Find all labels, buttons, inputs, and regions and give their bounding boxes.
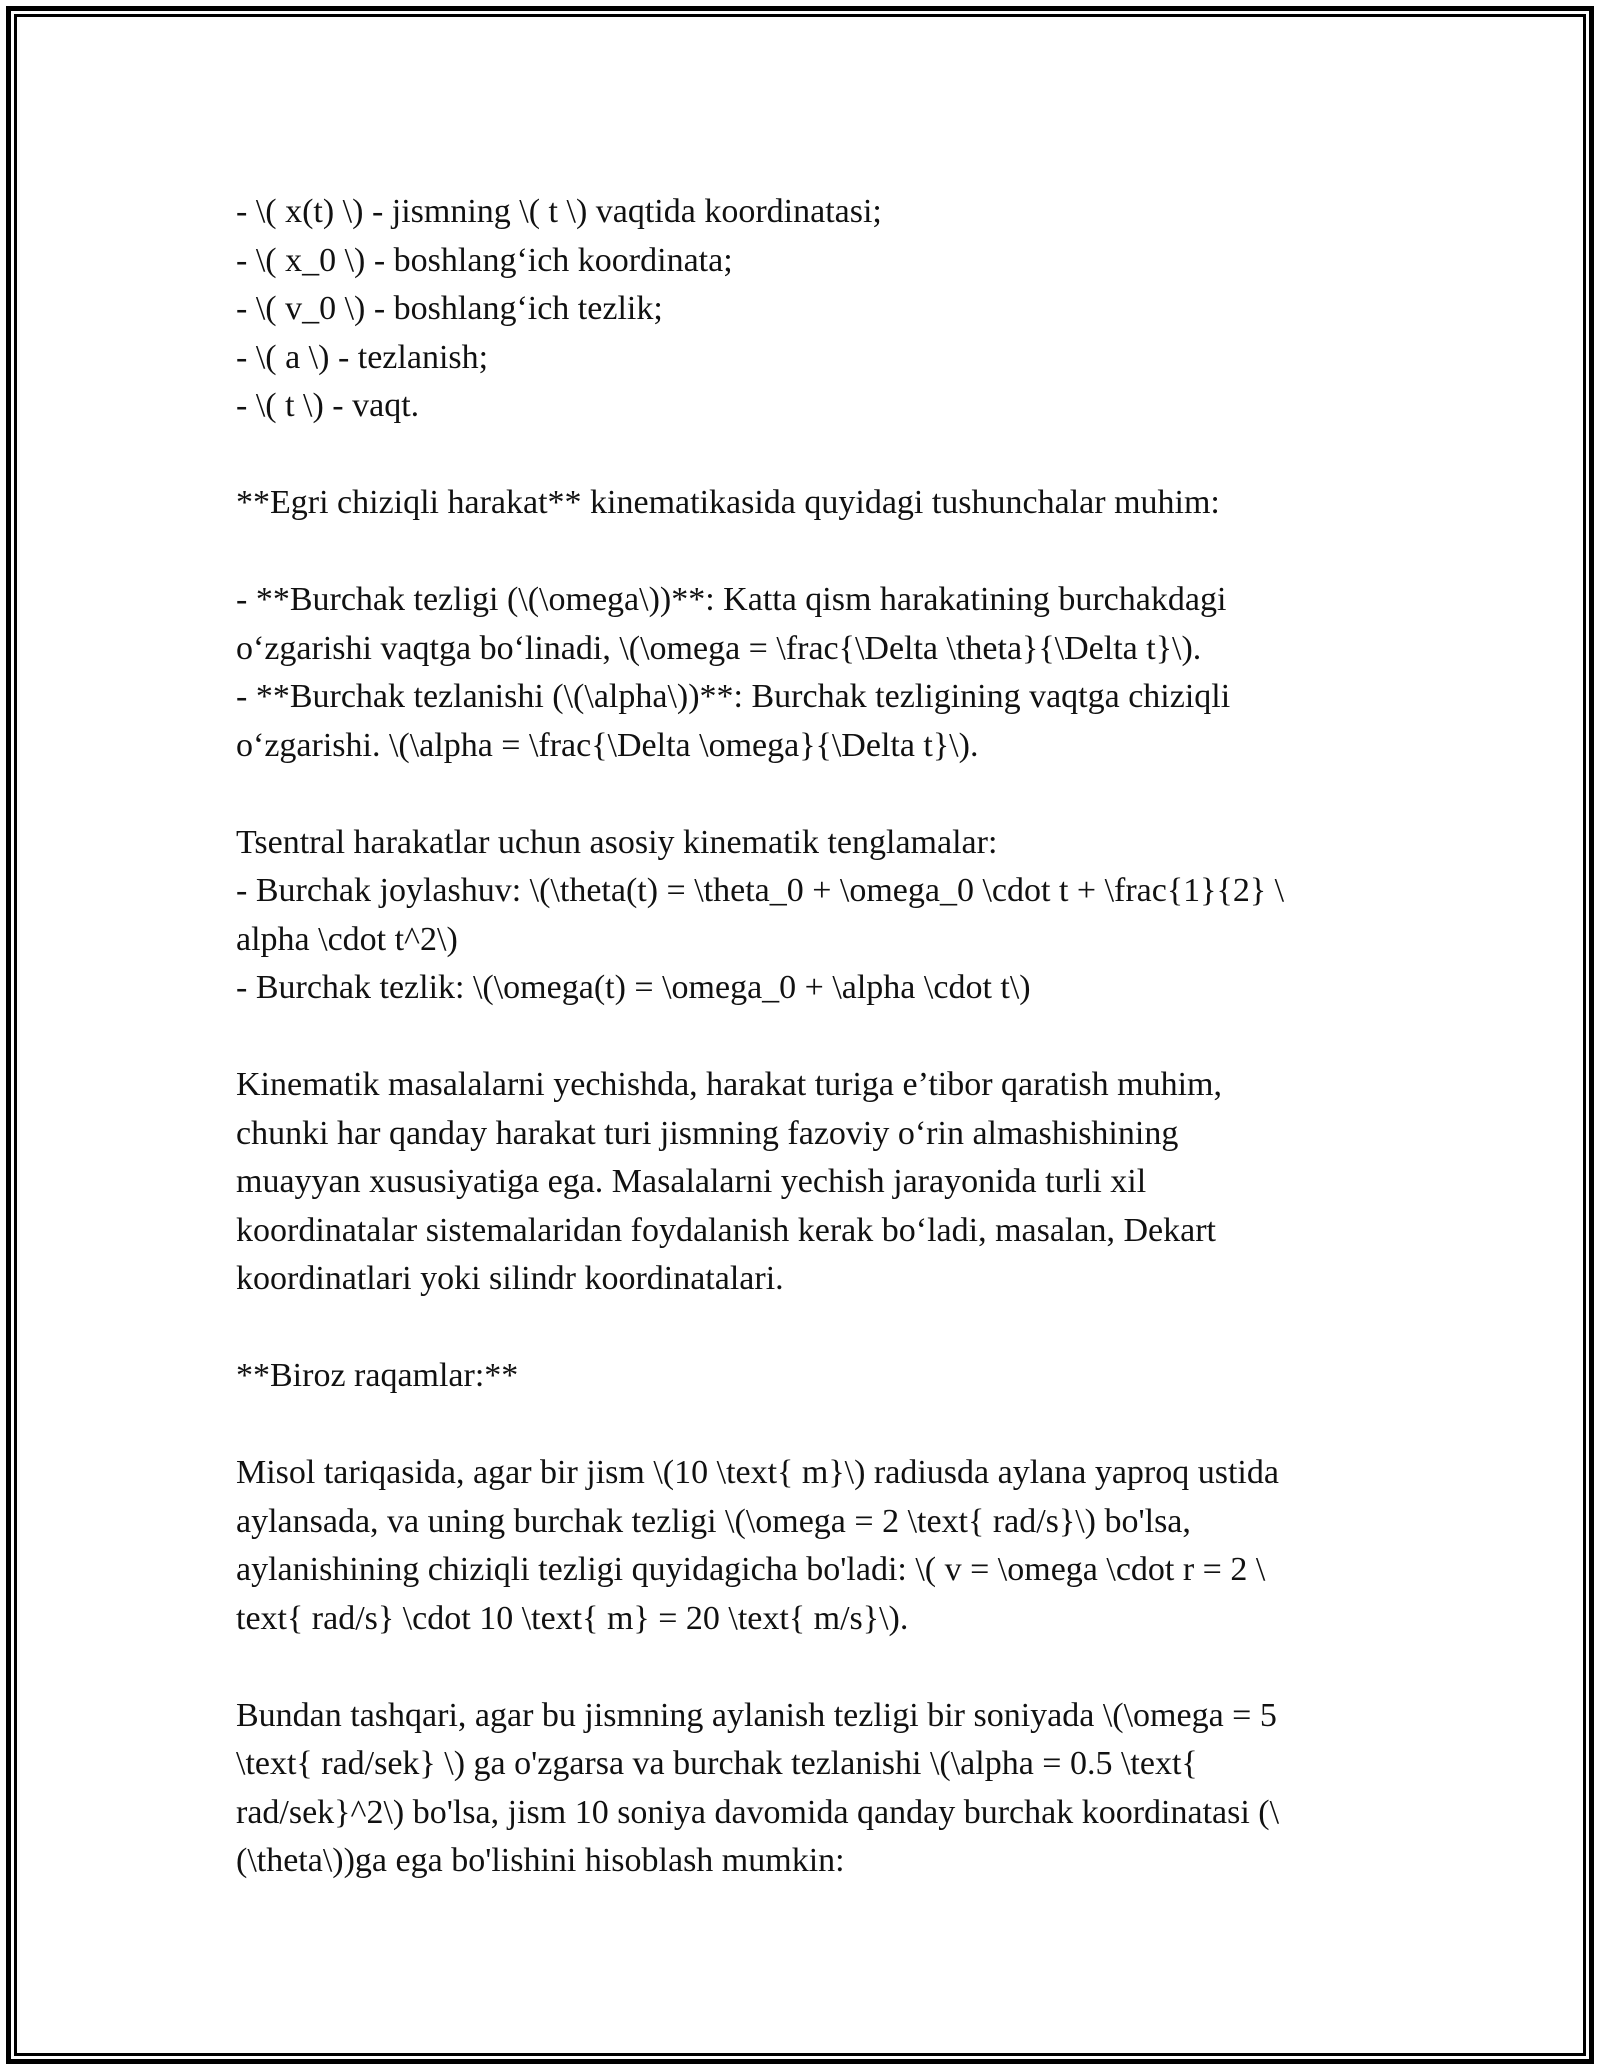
- paragraph: [236, 1449, 1376, 1643]
- text-line: - \( x(t) \) - jismning \( t \) vaqtida koordinatasi;: [236, 193, 882, 230]
- paragraph: [236, 1061, 1376, 1304]
- paragraph-gap: [236, 1401, 1376, 1450]
- text-line: o‘zgarishi. \(\alpha = \frac{\Delta \omega}{\Delta t}\).: [236, 726, 979, 764]
- text-line: muayyan xususiyatiga ega. Masalalarni yechish jarayonida turli xil: [236, 1163, 1147, 1200]
- text-line: koordinatalar sistemalaridan foydalanish kerak bo‘ladi, masalan, Dekart: [236, 1211, 1216, 1249]
- paragraph-gap: [236, 1304, 1376, 1353]
- text-line: - \( v_0 \) - boshlang‘ich tezlik;: [236, 290, 663, 327]
- text-line: **Egri chiziqli harakat** kinematikasida quyidagi tushunchalar muhim:: [236, 484, 1220, 521]
- paragraph: [236, 479, 1376, 528]
- text-line: o‘zgarishi vaqtga bo‘linadi, \(\omega = \frac{\Delta \theta}{\Delta t}\).: [236, 629, 1202, 667]
- text-line: aylanishining chiziqli tezligi quyidagicha bo'ladi: \( v = \omega \cdot r = 2 \: [236, 1551, 1266, 1588]
- text-line: **Biroz raqamlar:**: [236, 1357, 519, 1394]
- text-line: Misol tariqasida, agar bir jism \(10 \text{ m}\) radiusda aylana yaproq ustida: [236, 1454, 1279, 1491]
- paragraph: [236, 188, 1376, 431]
- document-body: [236, 188, 1376, 1886]
- text-line: - **Burchak tezlanishi (\(\alpha\))**: Burchak tezligining vaqtga chiziqli: [236, 678, 1231, 715]
- text-line: chunki har qanday harakat turi jismning fazoviy o‘rin almashishining: [236, 1114, 1179, 1152]
- text-line: aylansada, va uning burchak tezligi \(\omega = 2 \text{ rad/s}\) bo'lsa,: [236, 1502, 1191, 1540]
- text-line: - \( t \) - vaqt.: [236, 387, 420, 424]
- paragraph-gap: [236, 770, 1376, 819]
- text-line: - \( x_0 \) - boshlang‘ich koordinata;: [236, 241, 733, 279]
- text-line: Kinematik masalalarni yechishda, harakat turiga e’tibor qaratish muhim,: [236, 1066, 1222, 1103]
- text-line: - Burchak joylashuv: \(\theta(t) = \theta_0 + \omega_0 \cdot t + \frac{1}{2} \: [236, 872, 1285, 909]
- text-line: - **Burchak tezligi (\(\omega\))**: Katta qism harakatining burchakdagi: [236, 581, 1227, 618]
- paragraph-gap: [236, 1013, 1376, 1062]
- text-line: - \( a \) - tezlanish;: [236, 338, 489, 376]
- text-line: rad/sek}^2\) bo'lsa, jism 10 soniya davomida qanday burchak koordinatasi (\: [236, 1793, 1280, 1831]
- text-line: (\theta\))ga ega bo'lishini hisoblash mumkin:: [236, 1842, 845, 1879]
- text-line: koordinatlari yoki silindr koordinatalari.: [236, 1260, 784, 1297]
- text-line: alpha \cdot t^2\): [236, 920, 458, 958]
- paragraph-gap: [236, 528, 1376, 577]
- paragraph: [236, 819, 1376, 1013]
- paragraph: [236, 1692, 1376, 1886]
- text-line: Tsentral harakatlar uchun asosiy kinematik tenglamalar:: [236, 823, 998, 861]
- text-line: Bundan tashqari, agar bu jismning aylanish tezligi bir soniyada \(\omega = 5: [236, 1696, 1277, 1734]
- paragraph: [236, 576, 1376, 770]
- text-line: - Burchak tezlik: \(\omega(t) = \omega_0 + \alpha \cdot t\): [236, 969, 1031, 1006]
- paragraph-gap: [236, 1643, 1376, 1692]
- text-line: \text{ rad/sek} \) ga o'zgarsa va burchak tezlanishi \(\alpha = 0.5 \text{: [236, 1745, 1198, 1782]
- text-line: text{ rad/s} \cdot 10 \text{ m} = 20 \text{ m/s}\).: [236, 1599, 909, 1637]
- paragraph: [236, 1352, 1376, 1401]
- paragraph-gap: [236, 431, 1376, 480]
